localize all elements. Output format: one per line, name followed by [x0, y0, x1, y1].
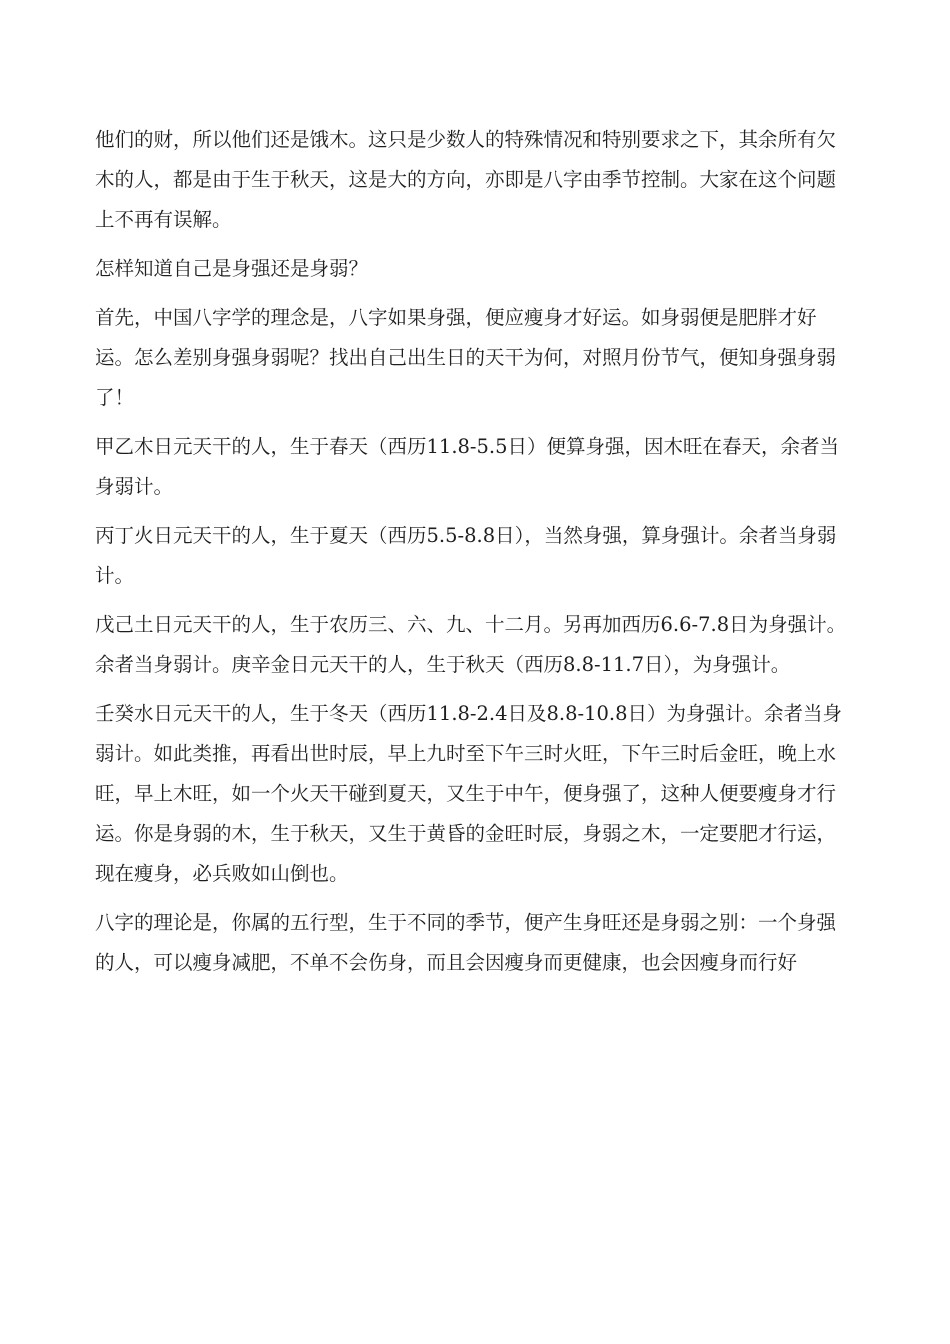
paragraph-theory: 八字的理论是，你属的五行型，生于不同的季节，便产生身旺还是身弱之别：一个身强的人，可以瘦身减肥，不单不会伤身，而且会因瘦身而更健康，也会因瘦身而行好 — [95, 911, 837, 974]
paragraph-earth-metal: 戊己土日元天干的人，生于农历三、六、九、十二月。另再加西历6.6-7.8日为身强计。余者当身弱计。庚辛金日元天干的人，生于秋天（西历8.8-11.7日），为身强计。 — [95, 613, 847, 676]
paragraph-concept: 首先，中国八字学的理念是，八字如果身强，便应瘦身才好运。如身弱便是肥胖才好运。怎么差别身强身弱呢？找出自己出生日的天干为何，对照月份节气，便知身强身弱了！ — [95, 306, 837, 409]
paragraph-water: 壬癸水日元天干的人，生于冬天（西历11.8-2.4日及8.8-10.8日）为身强计。余者当身弱计。如此类推，再看出世时辰，早上九时至下午三时火旺，下午三时后金旺，晚上水旺，早上木旺，如一个火天干碰到夏天，又生于中午，便身强了，这种人便要瘦身才行运。你是身弱的木，生于秋天，又生于黄昏的金旺时辰，身弱之木，一定要肥才行运，现在瘦身，必兵败如山倒也。 — [95, 702, 843, 885]
paragraph-intro-continuation: 他们的财，所以他们还是饿木。这只是少数人的特殊情况和特别要求之下，其余所有欠木的人，都是由于生于秋天，这是大的方向，亦即是八字由季节控制。大家在这个问题上不再有误解。 — [95, 128, 837, 231]
document-body — [95, 120, 855, 992]
paragraph-question-heading: 怎样知道自己是身强还是身弱？ — [95, 257, 369, 280]
paragraph-fire: 丙丁火日元天干的人，生于夏天（西历5.5-8.8日），当然身强，算身强计。余者当身弱计。 — [95, 524, 837, 587]
paragraph-wood: 甲乙木日元天干的人，生于春天（西历11.8-5.5日）便算身强，因木旺在春天，余者当身弱计。 — [95, 435, 840, 498]
